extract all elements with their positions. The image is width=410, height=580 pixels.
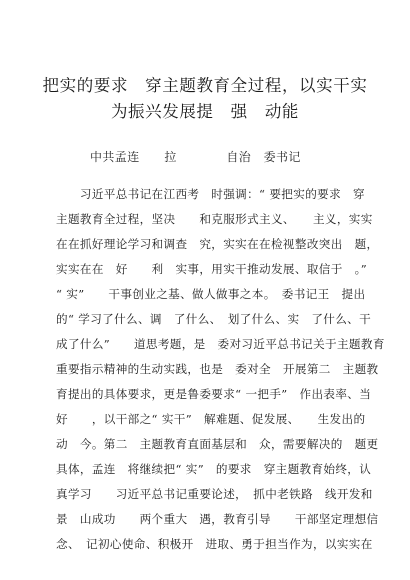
- body-line: 景 山成功 两个重大 遇，教育引导 干部坚定理想信: [56, 512, 379, 526]
- body-line: 的“ 学习了什么、调 了什么、 划了什么、实 了什么、干: [56, 312, 372, 326]
- body-line: 重要指示精神的生动实践，也是 委对全 开展第二 主题教: [56, 362, 379, 376]
- document-title-line-1: 把实的要求 穿主题教育全过程，以实干实: [42, 76, 368, 95]
- body-line: 主题教育全过程，坚决 和克服形式主义、 主义，实实: [56, 212, 373, 226]
- body-line: “ 实” 干事创业之基、做人做事之本。 委书记王 提出: [56, 287, 366, 301]
- body-line: 在在抓好理论学习和调查 究，实实在在检视整改突出 题，: [56, 237, 379, 251]
- body-line: 动 今。第二 主题教育直面基层和 众，需要解决的 题更: [56, 437, 379, 451]
- author-byline: 中共孟连 拉 自治 委书记: [90, 150, 301, 164]
- body-line: 真学习 习近平总书记重要论述， 抓中老铁路 线开发和: [56, 487, 373, 501]
- body-line: 好 ，以干部之“ 实干” 解难题、促发展、 生发出的: [56, 412, 366, 426]
- body-line: 成了什么” 道思考题，是 委对习近平总书记关于主题教育: [56, 337, 385, 351]
- body-line: 育提出的具体要求，更是鲁委要求“ 一把手” 作出表率、当: [56, 387, 372, 401]
- document-title-line-2: 为振兴发展提 强 动能: [110, 102, 300, 121]
- body-line: 实实在在 好 利 实事，用实干推动发展、取信于 。”: [56, 262, 368, 276]
- body-line: 习近平总书记在江西考 时强调：“ 要把实的要求 穿: [56, 187, 365, 201]
- body-line: 具体，孟连 将继续把“ 实” 的要求 穿主题教育始终，认: [56, 462, 372, 476]
- body-line: 念、 记初心使命、积极开 进取、勇于担当作为，以实实在: [56, 537, 373, 551]
